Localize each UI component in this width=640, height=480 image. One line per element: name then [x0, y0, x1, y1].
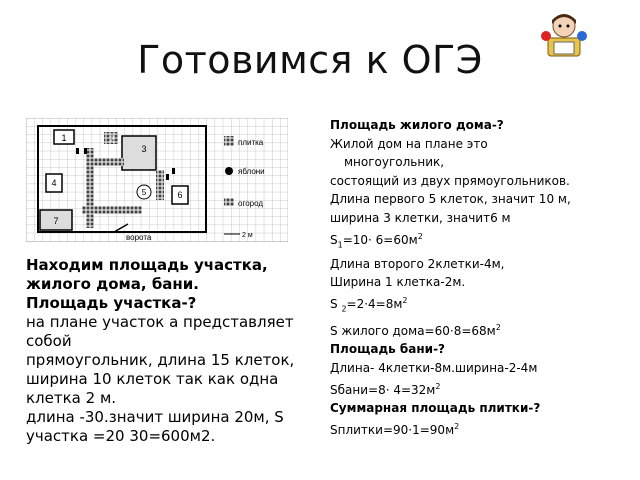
- svg-text:плитка: плитка: [238, 138, 264, 147]
- right-line-1b: многоугольник,: [344, 155, 445, 170]
- left-line-3: ширина 10 клеток так как одна клетка 2 м.: [26, 370, 279, 407]
- svg-text:2: 2: [109, 134, 115, 144]
- question-tile-area: Суммарная площадь плитки-?: [330, 401, 541, 416]
- svg-text:ворота: ворота: [126, 233, 152, 242]
- question-plot-area: Площадь участка-?: [26, 294, 197, 312]
- right-line-7: Ширина 1 клетка-2м.: [330, 275, 466, 290]
- svg-text:4: 4: [51, 178, 57, 188]
- right-line-12: $Sплитки=90\cdot 1=90м^2$: [330, 421, 460, 437]
- right-line-8: S $_2=2\cdot 4=8м^2$: [330, 295, 408, 314]
- svg-text:5: 5: [141, 188, 147, 197]
- right-line-2: состоящий из двух прямоугольников.: [330, 173, 570, 188]
- right-line-3: Длина первого 5 клеток, значит 10 м,: [330, 192, 571, 207]
- left-line-4: длина -30.значит ширина 20м, S участка =20 30=600м2.: [26, 408, 284, 445]
- question-house-area: Площадь жилого дома-?: [330, 118, 504, 132]
- right-line-5: $S_1=10\cdot 6=60м^2$: [330, 231, 423, 249]
- svg-text:яблони: яблони: [238, 167, 265, 176]
- svg-text:2 м: 2 м: [242, 232, 253, 239]
- right-line-10: Длина- 4клетки-8м.ширина-2-4м: [330, 360, 538, 375]
- right-line-1a: Жилой дом на плане это: [330, 136, 488, 151]
- left-text-block: [26, 256, 298, 446]
- right-line-9: S жилого $дома=60\cdot 8=68м^2$: [330, 322, 501, 338]
- svg-text:огород: огород: [238, 199, 264, 208]
- right-line-4: ширина 3 клетки, значит6 м: [330, 210, 511, 225]
- right-line-11: Sбани=8· $4=32м^2$: [330, 381, 441, 397]
- right-text-block: [330, 116, 630, 439]
- left-heading: Находим площадь участка, жилого дома, бани.: [26, 256, 268, 293]
- slide-title: Готовимся к ОГЭ: [137, 38, 483, 82]
- svg-text:6: 6: [177, 190, 183, 200]
- svg-text:7: 7: [53, 216, 59, 226]
- right-line-6: Длина второго 2клетки-4м,: [330, 256, 505, 271]
- svg-text:1: 1: [61, 133, 67, 143]
- site-plan-diagram: [26, 118, 288, 242]
- left-line-2: прямоугольник, длина 15 клеток,: [26, 351, 295, 369]
- question-bath-area: Площадь бани-?: [330, 342, 446, 357]
- svg-text:3: 3: [141, 144, 147, 154]
- left-line-1: на плане участок а представляет собой: [26, 313, 294, 350]
- student-avatar-icon: [536, 8, 592, 64]
